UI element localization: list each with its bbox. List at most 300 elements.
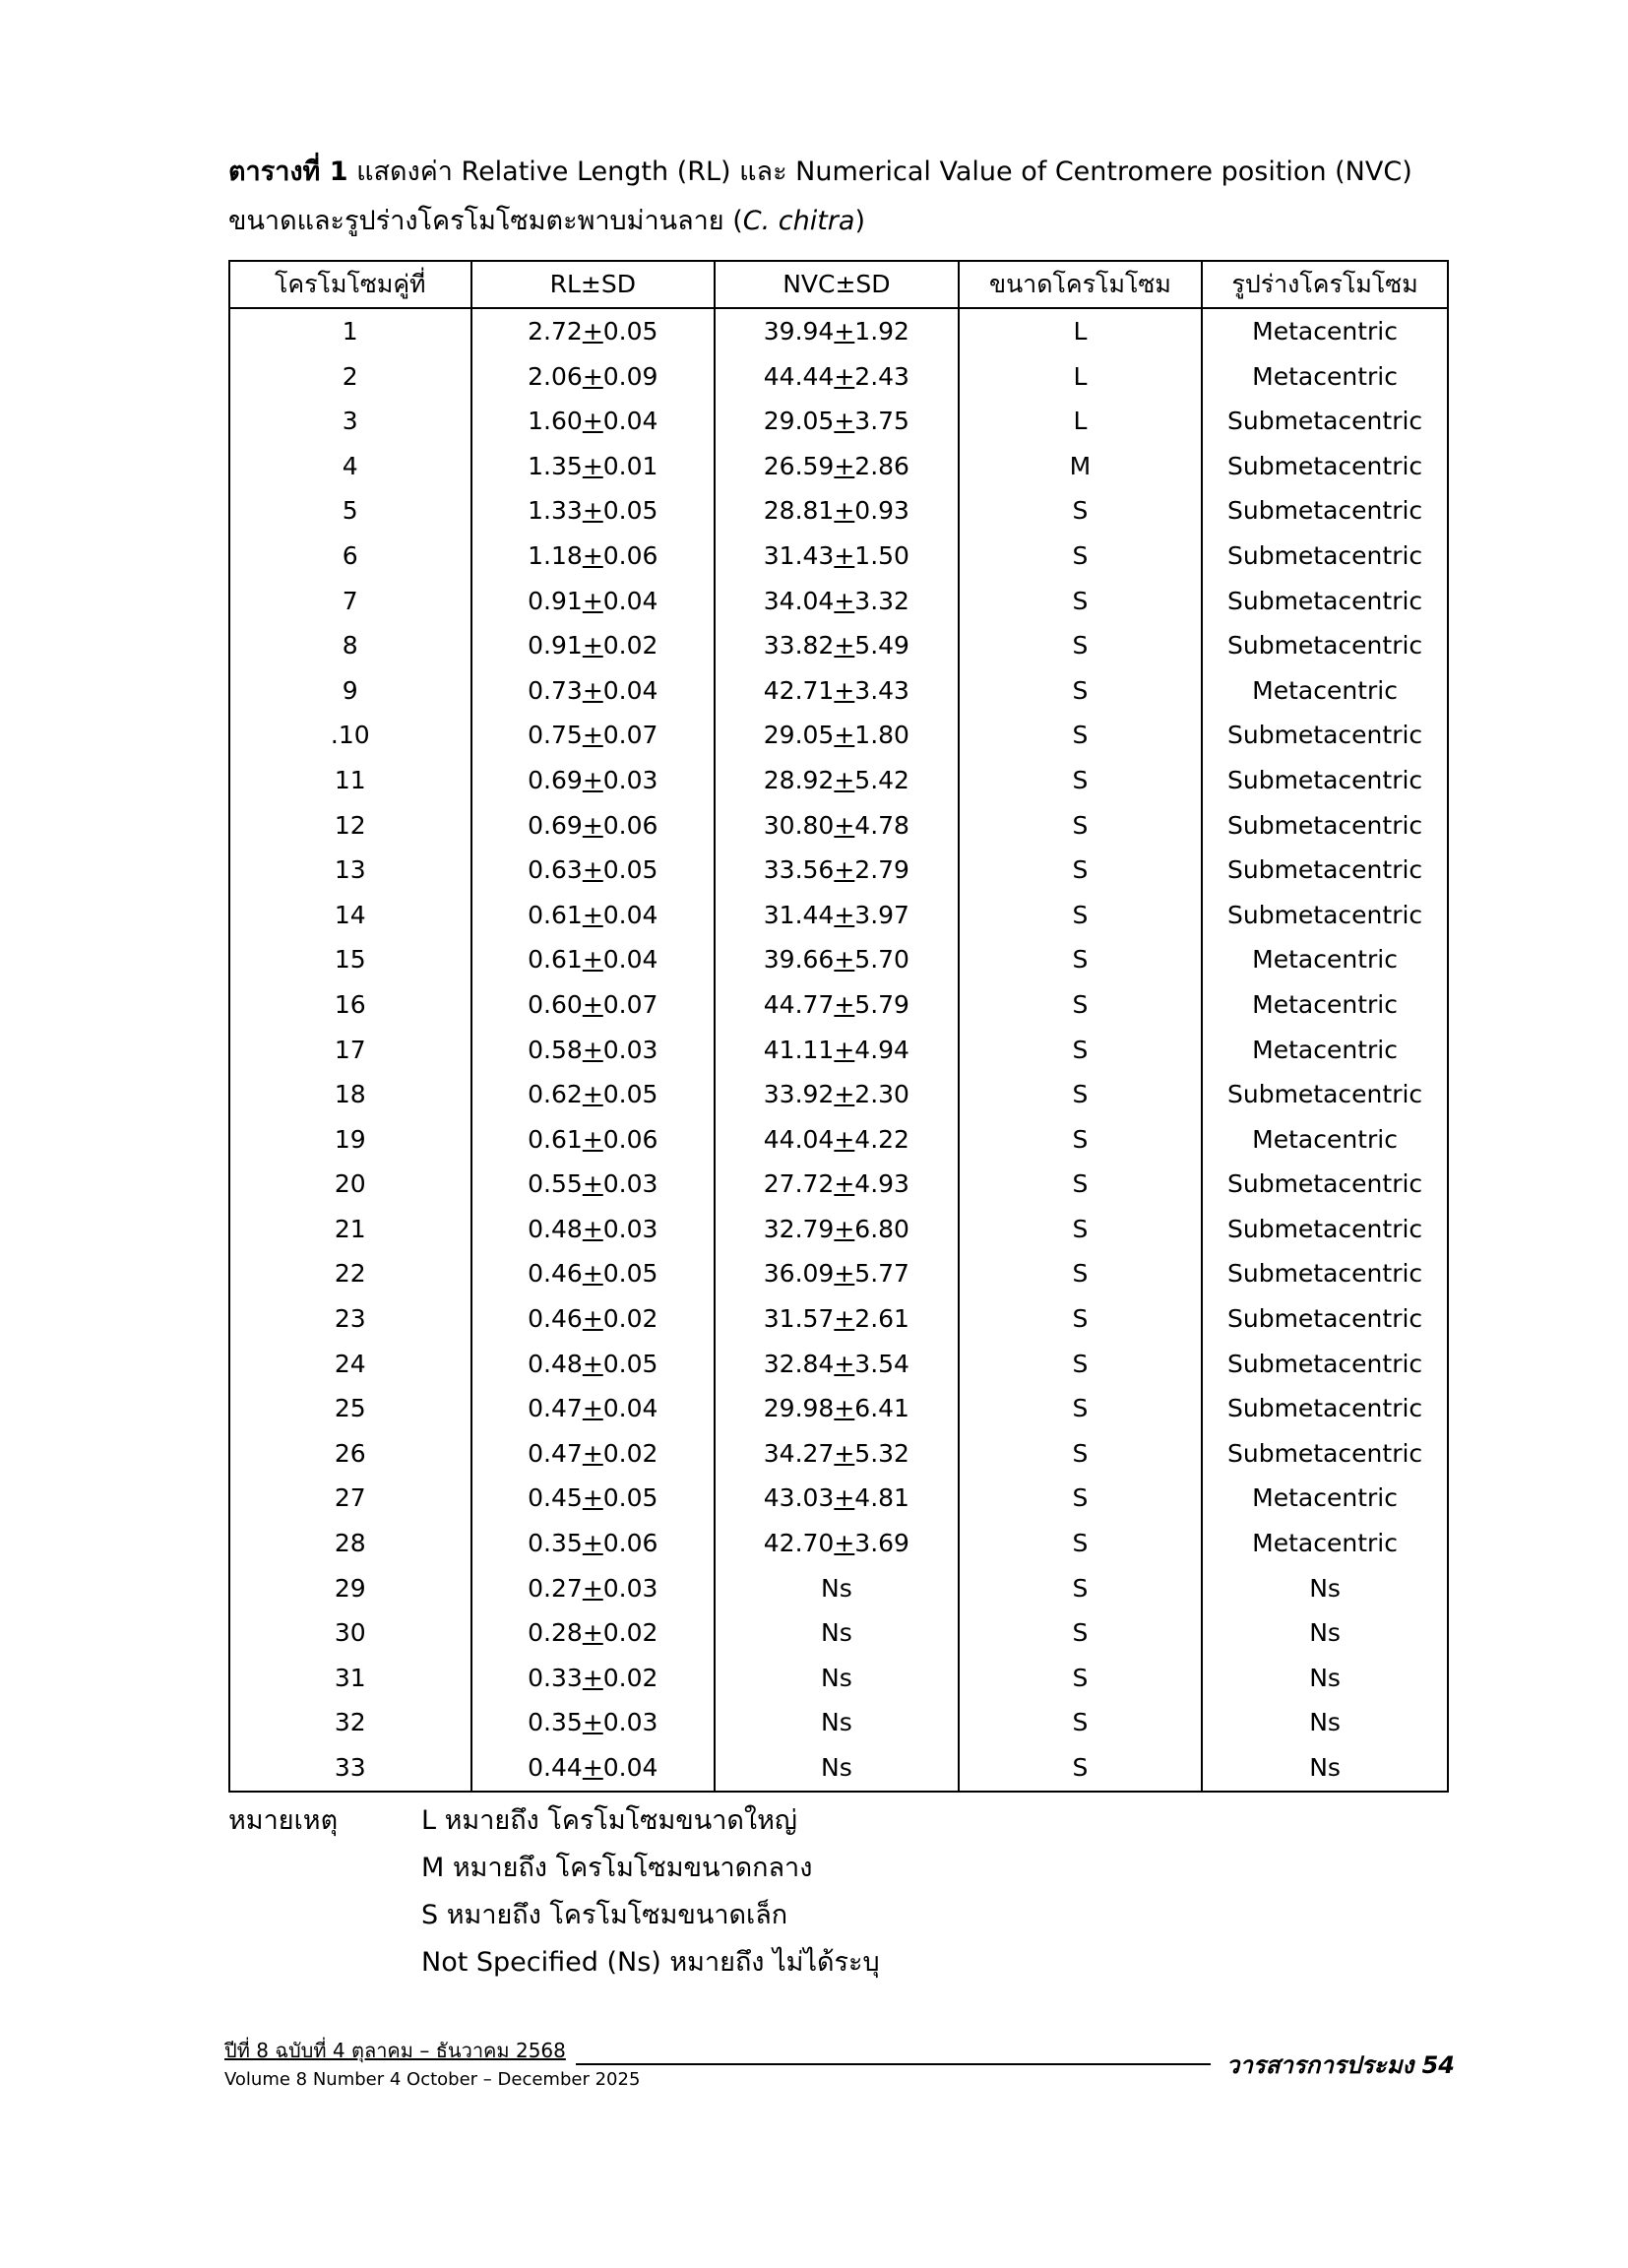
cell-rl: [471, 1476, 716, 1521]
cell-size: [959, 1566, 1203, 1611]
chromosome-size: S: [1072, 1349, 1089, 1378]
cell-rl: [471, 1656, 716, 1701]
nvc-mean: 44.77: [763, 989, 835, 1019]
rl-mean: 0.75: [528, 721, 583, 750]
table-row: [229, 1521, 1448, 1566]
cell-pair-number: [229, 1296, 471, 1342]
table-body: [229, 308, 1448, 1792]
table-row: [229, 1162, 1448, 1207]
chromosome-size: S: [1072, 989, 1089, 1019]
cell-pair-number: [229, 803, 471, 849]
chromosome-size: L: [1073, 361, 1088, 391]
cell-shape: [1202, 893, 1448, 938]
nvc-sd: 4.94: [854, 1035, 909, 1064]
cell-nvc: [715, 488, 959, 534]
pair-number: 8: [342, 631, 358, 661]
pair-number: 3: [342, 407, 358, 436]
rl-mean: 0.27: [528, 1573, 583, 1603]
cell-shape: [1202, 1386, 1448, 1431]
rl-mean: 0.61: [528, 900, 583, 929]
cell-rl: [471, 1207, 716, 1252]
pair-number: 19: [334, 1124, 366, 1154]
rl-mean: 0.60: [528, 989, 583, 1019]
plus-minus-sign: +: [582, 1708, 603, 1737]
chromosome-size: S: [1072, 1529, 1089, 1558]
rl-mean: 0.58: [528, 1035, 583, 1064]
cell-nvc: [715, 982, 959, 1028]
cell-nvc: [715, 1162, 959, 1207]
chromosome-shape: Submetacentric: [1226, 1349, 1423, 1378]
cell-pair-number: [229, 354, 471, 400]
rl-mean: 0.35: [528, 1529, 583, 1558]
cell-rl: [471, 579, 716, 624]
rl-sd: 0.07: [602, 721, 658, 750]
cell-pair-number: [229, 848, 471, 893]
header-pair-number: โครโมโซมคู่ที่: [229, 261, 471, 308]
cell-shape: [1202, 623, 1448, 668]
cell-shape: [1202, 308, 1448, 354]
cell-pair-number: [229, 982, 471, 1028]
cell-pair-number: [229, 1117, 471, 1163]
chromosome-size: S: [1072, 1483, 1089, 1513]
table-row: [229, 982, 1448, 1028]
cell-rl: [471, 1117, 716, 1163]
table-row: [229, 713, 1448, 758]
nvc-sd: 2.86: [854, 451, 909, 480]
cell-nvc: [715, 758, 959, 803]
cell-nvc: [715, 893, 959, 938]
cell-size: [959, 1296, 1203, 1342]
plus-minus-sign: +: [582, 586, 603, 615]
table-row: [229, 1656, 1448, 1701]
chromosome-shape: Metacentric: [1252, 945, 1398, 975]
nvc-mean: 30.80: [763, 810, 835, 840]
cell-shape: [1202, 1476, 1448, 1521]
plus-minus-sign: +: [582, 1214, 603, 1243]
cell-shape: [1202, 1566, 1448, 1611]
plus-minus-sign: +: [582, 540, 603, 570]
chromosome-shape: Submetacentric: [1226, 496, 1423, 526]
plus-minus-sign: +: [582, 1304, 603, 1334]
nvc-mean: 34.04: [763, 586, 835, 615]
nvc-sd: 5.32: [854, 1438, 909, 1468]
cell-shape: [1202, 488, 1448, 534]
table-row: [229, 399, 1448, 444]
chromosome-size: S: [1072, 1708, 1089, 1737]
cell-pair-number: [229, 308, 471, 354]
cell-nvc: [715, 1072, 959, 1117]
chromosome-shape: Metacentric: [1252, 1035, 1398, 1064]
chromosome-shape: Submetacentric: [1226, 631, 1423, 661]
table-header-row: [229, 261, 1448, 308]
table-row: [229, 758, 1448, 803]
chromosome-size: S: [1072, 1214, 1089, 1243]
rl-sd: 0.05: [602, 1259, 658, 1289]
cell-shape: [1202, 1342, 1448, 1387]
pair-number: 31: [334, 1663, 366, 1692]
rl-sd: 0.04: [602, 1753, 658, 1782]
pair-number: 21: [334, 1214, 366, 1243]
rl-mean: 0.44: [528, 1753, 583, 1782]
cell-rl: [471, 1162, 716, 1207]
plus-minus-sign: +: [582, 675, 603, 705]
pair-number: 20: [334, 1169, 366, 1199]
pair-number: 30: [334, 1618, 366, 1648]
plus-minus-sign: +: [834, 721, 855, 750]
karyotype-table: [228, 260, 1449, 1793]
header-shape: รูปร่างโครโมโซม: [1202, 261, 1448, 308]
chromosome-size: S: [1072, 721, 1089, 750]
cell-rl: [471, 1431, 716, 1477]
cell-nvc: [715, 1656, 959, 1701]
nvc-sd: 4.78: [854, 810, 909, 840]
plus-minus-sign: +: [582, 989, 603, 1019]
cell-pair-number: [229, 1610, 471, 1656]
table-row: [229, 1207, 1448, 1252]
cell-size: [959, 937, 1203, 982]
cell-shape: [1202, 937, 1448, 982]
cell-rl: [471, 399, 716, 444]
cell-size: [959, 534, 1203, 579]
cell-shape: [1202, 758, 1448, 803]
cell-size: [959, 893, 1203, 938]
cell-shape: [1202, 713, 1448, 758]
pair-number: 17: [334, 1035, 366, 1064]
plus-minus-sign: +: [582, 855, 603, 885]
nvc-sd: 0.93: [854, 496, 909, 526]
plus-minus-sign: +: [582, 317, 603, 346]
chromosome-shape: Metacentric: [1252, 317, 1398, 346]
nvc-sd: 2.43: [854, 361, 909, 391]
plus-minus-sign: +: [582, 1529, 603, 1558]
cell-shape: [1202, 982, 1448, 1028]
plus-minus-sign: +: [582, 1663, 603, 1692]
cell-nvc: [715, 1566, 959, 1611]
nvc-mean: 26.59: [763, 451, 835, 480]
pair-number: 15: [334, 945, 366, 975]
cell-rl: [471, 1028, 716, 1073]
cell-nvc: [715, 399, 959, 444]
nvc-mean: Ns: [821, 1618, 852, 1648]
table-row: [229, 1566, 1448, 1611]
nvc-mean: 29.05: [763, 721, 835, 750]
cell-size: [959, 982, 1203, 1028]
plus-minus-sign: +: [582, 1349, 603, 1378]
plus-minus-sign: +: [834, 1124, 855, 1154]
cell-pair-number: [229, 1656, 471, 1701]
plus-minus-sign: +: [582, 1169, 603, 1199]
cell-pair-number: [229, 444, 471, 489]
nvc-mean: 32.79: [763, 1214, 835, 1243]
notes-label: หมายเหตุ: [228, 1805, 339, 1836]
chromosome-shape: Ns: [1309, 1663, 1341, 1692]
cell-shape: [1202, 1521, 1448, 1566]
chromosome-size: S: [1072, 810, 1089, 840]
nvc-sd: 5.77: [854, 1259, 909, 1289]
chromosome-shape: Submetacentric: [1226, 540, 1423, 570]
cell-shape: [1202, 1656, 1448, 1701]
table-caption: [228, 148, 1449, 246]
plus-minus-sign: +: [834, 945, 855, 975]
nvc-mean: 27.72: [763, 1169, 835, 1199]
pair-number: 7: [342, 586, 358, 615]
rl-sd: 0.05: [602, 1080, 658, 1109]
rl-sd: 0.05: [602, 1349, 658, 1378]
nvc-sd: 2.79: [854, 855, 909, 885]
plus-minus-sign: +: [834, 451, 855, 480]
chromosome-size: S: [1072, 1124, 1089, 1154]
nvc-mean: 42.71: [763, 675, 835, 705]
rl-sd: 0.06: [602, 810, 658, 840]
nvc-sd: 5.79: [854, 989, 909, 1019]
pair-number: 28: [334, 1529, 366, 1558]
rl-mean: 0.91: [528, 631, 583, 661]
rl-sd: 0.05: [602, 496, 658, 526]
nvc-mean: 28.92: [763, 765, 835, 794]
rl-mean: 0.48: [528, 1349, 583, 1378]
cell-pair-number: [229, 1072, 471, 1117]
rl-sd: 0.03: [602, 1169, 658, 1199]
cell-shape: [1202, 354, 1448, 400]
chromosome-shape: Submetacentric: [1226, 765, 1423, 794]
rl-sd: 0.04: [602, 407, 658, 436]
rl-mean: 0.46: [528, 1259, 583, 1289]
table-row: [229, 1117, 1448, 1163]
nvc-mean: 31.57: [763, 1304, 835, 1334]
nvc-sd: 1.50: [854, 540, 909, 570]
plus-minus-sign: +: [834, 765, 855, 794]
chromosome-size: L: [1073, 317, 1088, 346]
cell-nvc: [715, 1700, 959, 1745]
cell-pair-number: [229, 758, 471, 803]
rl-mean: 0.61: [528, 945, 583, 975]
plus-minus-sign: +: [834, 675, 855, 705]
cell-nvc: [715, 1251, 959, 1296]
cell-nvc: [715, 1117, 959, 1163]
cell-shape: [1202, 1028, 1448, 1073]
cell-rl: [471, 488, 716, 534]
plus-minus-sign: +: [834, 1214, 855, 1243]
pair-number: 22: [334, 1259, 366, 1289]
nvc-mean: Ns: [821, 1753, 852, 1782]
chromosome-shape: Submetacentric: [1226, 1169, 1423, 1199]
cell-size: [959, 579, 1203, 624]
rl-sd: 0.07: [602, 989, 658, 1019]
plus-minus-sign: +: [834, 1394, 855, 1423]
cell-nvc: [715, 354, 959, 400]
plus-minus-sign: +: [834, 631, 855, 661]
plus-minus-sign: +: [582, 1483, 603, 1513]
table-row: [229, 308, 1448, 354]
chromosome-shape: Submetacentric: [1226, 1080, 1423, 1109]
cell-size: [959, 1610, 1203, 1656]
chromosome-size: M: [1069, 451, 1092, 480]
cell-nvc: [715, 1610, 959, 1656]
plus-minus-sign: +: [834, 1349, 855, 1378]
plus-minus-sign: +: [582, 1035, 603, 1064]
table-row: [229, 444, 1448, 489]
cell-rl: [471, 937, 716, 982]
pair-number: .10: [330, 721, 370, 750]
cell-pair-number: [229, 937, 471, 982]
rl-sd: 0.04: [602, 586, 658, 615]
cell-rl: [471, 1610, 716, 1656]
cell-size: [959, 1028, 1203, 1073]
cell-size: [959, 668, 1203, 714]
footer-journal-page: วารสารการประมง 54: [1225, 2051, 1455, 2079]
rl-mean: 0.63: [528, 855, 583, 885]
chromosome-size: S: [1072, 1618, 1089, 1648]
cell-shape: [1202, 668, 1448, 714]
pair-number: 24: [334, 1349, 366, 1378]
cell-size: [959, 308, 1203, 354]
cell-size: [959, 1251, 1203, 1296]
cell-nvc: [715, 1745, 959, 1792]
cell-pair-number: [229, 1745, 471, 1792]
pair-number: 2: [342, 361, 358, 391]
pair-number: 9: [342, 675, 358, 705]
rl-sd: 0.06: [602, 1124, 658, 1154]
caption-species: C. chitra: [742, 206, 855, 236]
cell-size: [959, 848, 1203, 893]
cell-rl: [471, 758, 716, 803]
rl-sd: 0.03: [602, 1573, 658, 1603]
nvc-sd: 5.49: [854, 631, 909, 661]
rl-sd: 0.02: [602, 631, 658, 661]
rl-sd: 0.04: [602, 675, 658, 705]
rl-mean: 0.69: [528, 810, 583, 840]
cell-nvc: [715, 713, 959, 758]
rl-sd: 0.04: [602, 1394, 658, 1423]
cell-pair-number: [229, 668, 471, 714]
footer-issue-th: ปีที่ 8 ฉบับที่ 4 ตุลาคม – ธันวาคม 2568: [224, 2039, 566, 2062]
note-line: M หมายถึง โครโมโซมขนาดกลาง: [421, 1853, 813, 1883]
chromosome-shape: Ns: [1309, 1573, 1341, 1603]
table-row: [229, 534, 1448, 579]
table-row: [229, 1028, 1448, 1073]
plus-minus-sign: +: [582, 631, 603, 661]
footer-rule: [576, 2063, 1211, 2065]
plus-minus-sign: +: [582, 945, 603, 975]
chromosome-shape: Submetacentric: [1226, 1304, 1423, 1334]
plus-minus-sign: +: [582, 1618, 603, 1648]
chromosome-size: S: [1072, 631, 1089, 661]
table-row: [229, 937, 1448, 982]
chromosome-shape: Submetacentric: [1226, 1214, 1423, 1243]
cell-pair-number: [229, 1386, 471, 1431]
cell-shape: [1202, 1117, 1448, 1163]
cell-rl: [471, 1072, 716, 1117]
cell-size: [959, 1207, 1203, 1252]
chromosome-shape: Submetacentric: [1226, 1259, 1423, 1289]
cell-size: [959, 354, 1203, 400]
nvc-sd: 3.97: [854, 900, 909, 929]
plus-minus-sign: +: [582, 765, 603, 794]
table-row: [229, 1342, 1448, 1387]
plus-minus-sign: +: [582, 721, 603, 750]
caption-close: ): [854, 206, 865, 236]
cell-shape: [1202, 848, 1448, 893]
cell-size: [959, 1656, 1203, 1701]
chromosome-size: S: [1072, 586, 1089, 615]
header-nvc: NVC±SD: [715, 261, 959, 308]
cell-rl: [471, 1566, 716, 1611]
nvc-mean: 41.11: [763, 1035, 835, 1064]
chromosome-size: S: [1072, 1304, 1089, 1334]
pair-number: 1: [342, 317, 358, 346]
cell-pair-number: [229, 1162, 471, 1207]
rl-mean: 0.45: [528, 1483, 583, 1513]
nvc-mean: 34.27: [763, 1438, 835, 1468]
rl-mean: 0.33: [528, 1663, 583, 1692]
chromosome-size: S: [1072, 855, 1089, 885]
plus-minus-sign: +: [582, 810, 603, 840]
nvc-sd: 1.92: [854, 317, 909, 346]
cell-shape: [1202, 1700, 1448, 1745]
nvc-mean: 44.44: [763, 361, 835, 391]
cell-pair-number: [229, 579, 471, 624]
rl-sd: 0.03: [602, 1708, 658, 1737]
cell-rl: [471, 1342, 716, 1387]
cell-rl: [471, 668, 716, 714]
cell-nvc: [715, 534, 959, 579]
rl-sd: 0.02: [602, 1663, 658, 1692]
table-row: [229, 1251, 1448, 1296]
cell-pair-number: [229, 488, 471, 534]
chromosome-shape: Submetacentric: [1226, 900, 1423, 929]
nvc-sd: 3.75: [854, 407, 909, 436]
footer-issue-en: Volume 8 Number 4 October – December 2025: [224, 2069, 641, 2090]
nvc-sd: 4.22: [854, 1124, 909, 1154]
rl-mean: 0.62: [528, 1080, 583, 1109]
chromosome-size: S: [1072, 1753, 1089, 1782]
pair-number: 33: [334, 1753, 366, 1782]
cell-rl: [471, 444, 716, 489]
table-row: [229, 668, 1448, 714]
rl-mean: 1.60: [528, 407, 583, 436]
chromosome-shape: Metacentric: [1252, 1529, 1398, 1558]
header-rl: RL±SD: [471, 261, 716, 308]
cell-rl: [471, 1745, 716, 1792]
rl-sd: 0.02: [602, 1438, 658, 1468]
cell-size: [959, 758, 1203, 803]
cell-shape: [1202, 1296, 1448, 1342]
nvc-mean: 43.03: [763, 1483, 835, 1513]
cell-shape: [1202, 1745, 1448, 1792]
cell-shape: [1202, 579, 1448, 624]
table-row: [229, 1296, 1448, 1342]
plus-minus-sign: +: [582, 1753, 603, 1782]
nvc-mean: 36.09: [763, 1259, 835, 1289]
chromosome-shape: Metacentric: [1252, 361, 1398, 391]
cell-pair-number: [229, 534, 471, 579]
plus-minus-sign: +: [582, 1573, 603, 1603]
plus-minus-sign: +: [834, 989, 855, 1019]
table-row: [229, 848, 1448, 893]
chromosome-size: S: [1072, 1169, 1089, 1199]
pair-number: 18: [334, 1080, 366, 1109]
chromosome-shape: Metacentric: [1252, 1124, 1398, 1154]
cell-pair-number: [229, 399, 471, 444]
cell-pair-number: [229, 1476, 471, 1521]
chromosome-shape: Metacentric: [1252, 989, 1398, 1019]
chromosome-shape: Submetacentric: [1226, 810, 1423, 840]
nvc-sd: 2.61: [854, 1304, 909, 1334]
cell-nvc: [715, 668, 959, 714]
rl-mean: 0.61: [528, 1124, 583, 1154]
cell-pair-number: [229, 893, 471, 938]
cell-nvc: [715, 1431, 959, 1477]
